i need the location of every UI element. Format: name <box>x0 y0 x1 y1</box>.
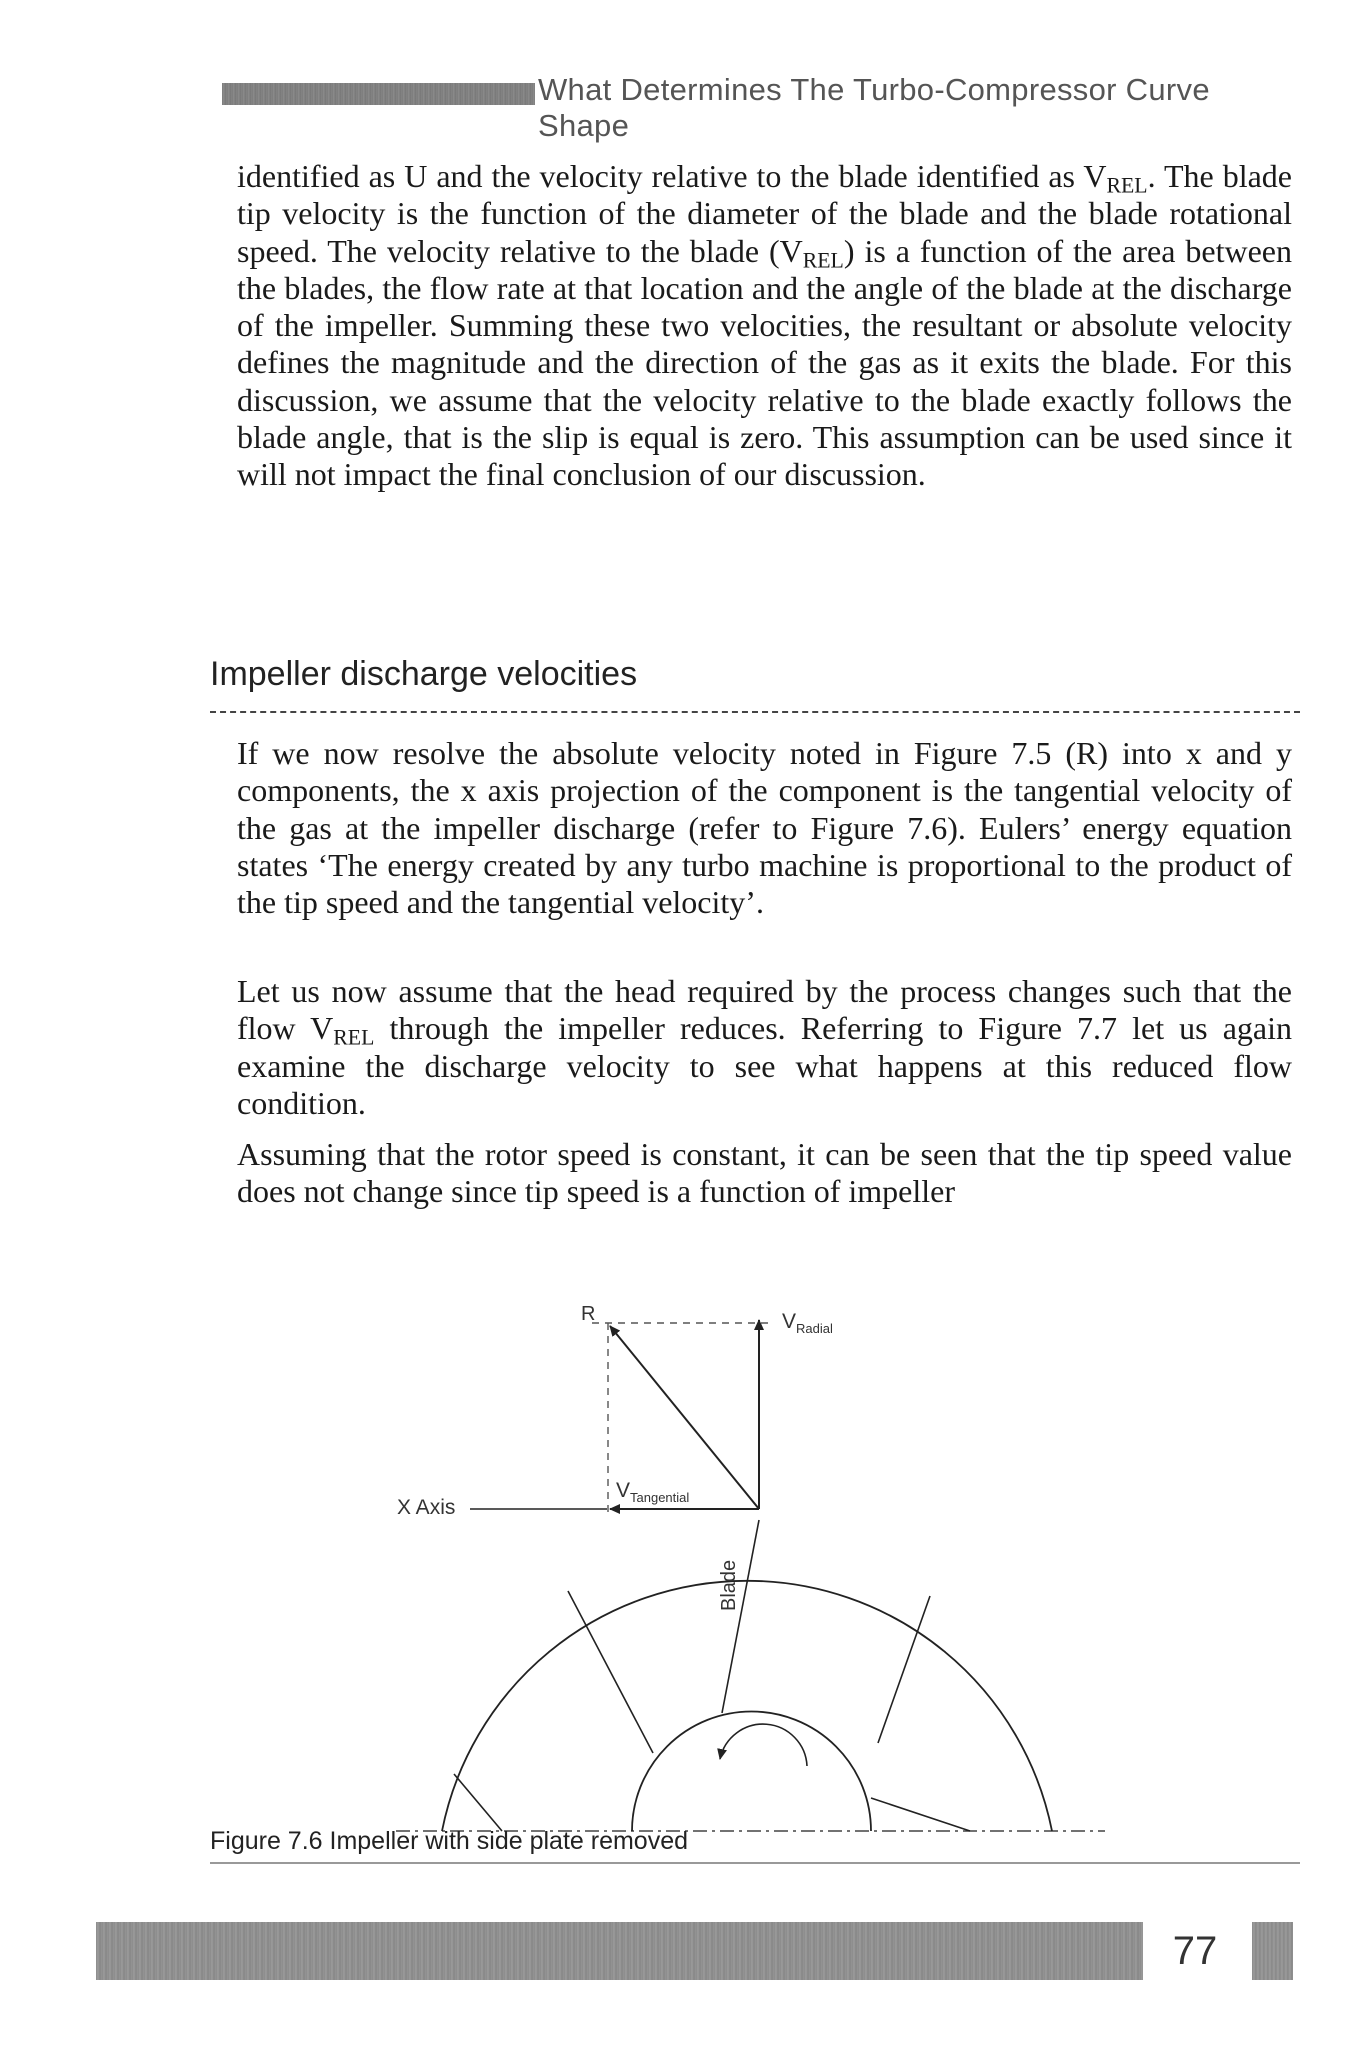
section-divider <box>210 711 1300 713</box>
footer-decorative-bar <box>96 1922 1143 1980</box>
paragraph-head-changes: Let us now assume that the head required by the process changes such that the flow $V_{REL}$ through the impeller reduces. Referring to Figure 7.7 let us again examine the discharge velocity to see what happens at this reduced flow condition. <box>237 973 1293 1121</box>
blade-line <box>878 1596 930 1743</box>
blade-line <box>871 1798 970 1831</box>
impeller-figure <box>370 1290 1120 1840</box>
blade-line <box>568 1591 653 1753</box>
impeller-diagram <box>370 1290 1120 1840</box>
paragraph-resolve-velocity: If we now resolve the absolute velocity noted in Figure 7.5 (R) into x and y components, the x axis projection of the component is the tangential velocity of the gas at the impeller discharge (refer to Figure 7.6). Eulers’ energy equation states ‘The energy created by any turbo machine is proportional to the product of the tip speed and the tangential velocity’. <box>237 735 1292 921</box>
impeller-outer-arc <box>442 1581 1052 1831</box>
blade-line <box>722 1520 759 1713</box>
rotation-arrow <box>720 1724 807 1766</box>
label-v-radial: $V_{Radial}$ <box>782 1310 833 1336</box>
running-head: What Determines The Turbo-Compressor Curve Shape <box>538 72 1210 143</box>
blade-line <box>454 1774 502 1831</box>
figure-caption: Figure 7.6 Impeller with side plate removed <box>210 1827 689 1855</box>
resultant-velocity-arrow <box>610 1326 759 1509</box>
footer-decorative-block <box>1252 1922 1293 1980</box>
impeller-hub-arc <box>632 1712 871 1832</box>
label-x-axis: X Axis <box>397 1496 456 1519</box>
paragraph-blade-velocities: identified as U and the velocity relative to the blade identified as $V_{REL}$. The blade tip velocity is the function of the diameter of the blade and the blade rotational speed. The velocity relative to the blade $(V_{REL})$ is a function of the area between the blades, the flow rate at that location and the angle of the blade at the discharge of the impeller. Summing these two velocities, the resultant or absolute velocity defines the magnitude and the direction of the gas as it exits the blade. For this discussion, we assume that the velocity relative to the blade exactly follows the blade angle, that is the slip is equal is zero. This assumption can be used since it will not impact the final conclusion of our discussion. <box>237 158 1293 493</box>
label-v-tangential: $V_{Tangential}$ <box>616 1479 690 1505</box>
header-decorative-bar <box>222 83 535 105</box>
section-heading: Impeller discharge velocities <box>210 655 638 693</box>
page-number: 77 <box>1172 1929 1218 1973</box>
label-r: R <box>581 1303 596 1325</box>
paragraph-rotor-speed: Assuming that the rotor speed is constant, it can be seen that the tip speed value does not change since tip speed is a function of impeller <box>237 1136 1292 1210</box>
caption-divider <box>210 1862 1300 1864</box>
label-blade: Blade <box>718 1559 740 1611</box>
